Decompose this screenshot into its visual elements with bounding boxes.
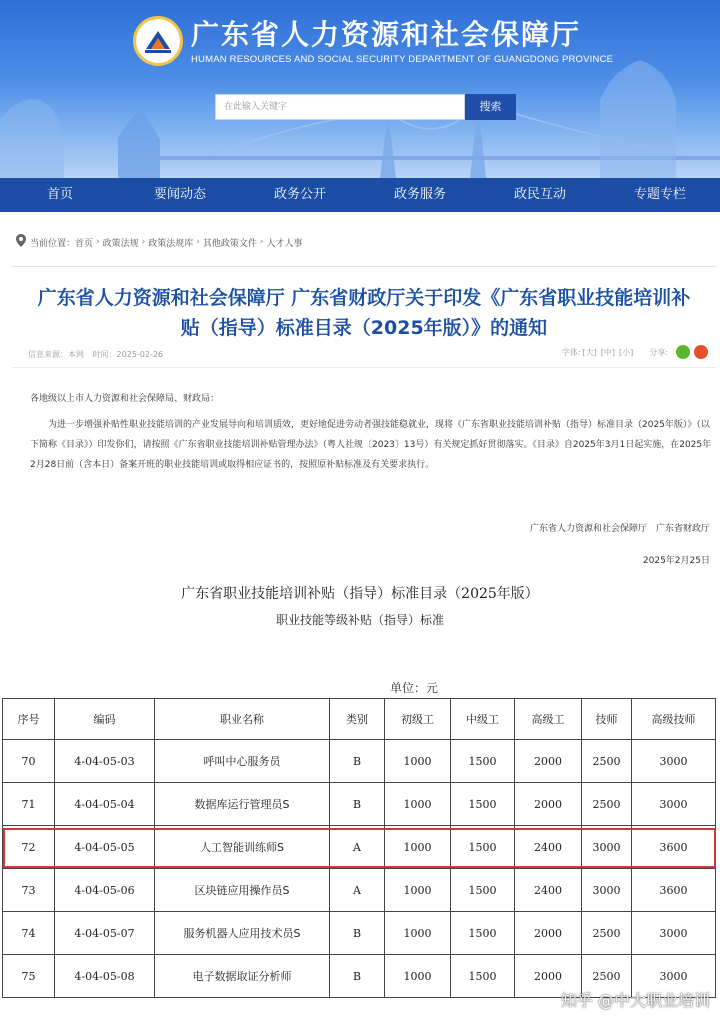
table-cell: A — [330, 869, 385, 912]
table-cell: 2500 — [582, 740, 632, 783]
header-cell: 初级工 — [385, 699, 451, 740]
weibo-share-icon[interactable] — [694, 345, 708, 359]
table-cell: 人工智能训练师S — [155, 826, 330, 869]
nav-item-interaction[interactable]: 政民互动 — [513, 187, 566, 202]
breadcrumb-label: 当前位置： — [30, 238, 76, 249]
table-cell: A — [330, 826, 385, 869]
breadcrumb-separator: › — [141, 237, 146, 247]
nav-item-gov-affairs[interactable]: 政务公开 — [273, 187, 326, 202]
font-size-large-button[interactable]: [大] — [582, 347, 597, 357]
breadcrumb-item-policy[interactable]: 政策法规 — [102, 238, 139, 249]
table-cell: B — [330, 955, 385, 998]
breadcrumb-item-talent[interactable]: 人才人事 — [266, 238, 303, 249]
table-row — [3, 869, 716, 912]
table-cell: 3000 — [582, 826, 632, 869]
breadcrumb — [16, 234, 303, 250]
table-cell: 3000 — [632, 740, 716, 783]
table-cell: 2000 — [515, 740, 582, 783]
table-cell: 2400 — [515, 869, 582, 912]
breadcrumb-item-policy-library[interactable]: 政策法规库 — [148, 238, 194, 249]
font-size-medium-button[interactable]: [中] — [600, 347, 616, 357]
table-header-row — [3, 699, 716, 740]
breadcrumb-separator: › — [259, 237, 264, 247]
font-size-label: 字体: — [561, 347, 581, 357]
header-cell: 职业名称 — [155, 699, 330, 740]
site-title: 广东省人力资源和社会保障厅 — [191, 17, 582, 51]
search-input[interactable]: 在此输入关键字 — [215, 94, 465, 120]
table-cell: 3000 — [582, 869, 632, 912]
table-cell: 2000 — [515, 783, 582, 826]
nav-item-services[interactable]: 政务服务 — [393, 187, 446, 202]
table-cell: 3600 — [632, 869, 716, 912]
header-cell: 中级工 — [451, 699, 515, 740]
article-paragraph: 为进一步增强补贴性职业技能培训的产业发展导向和培训质效，更好地促进劳动者强技能稳就业，现将《广东省职业技能培训补贴（指导）标准目录（2025年版）》（以下简称《目录》）印发你们，请按照《广东省职业技能培训补贴管理办法》（粤人社规〔2023〕13号）有关规定抓好贯彻落实。《目录》自2025年3月1日起实施，在2025年2月28日前（含本日）备案开班的职业技能培训或取得相应证书的，按照原补贴标准及有关要求执行。 — [30, 420, 712, 470]
table-row — [3, 740, 716, 783]
table-cell: 1000 — [385, 955, 451, 998]
table-cell: 2000 — [515, 912, 582, 955]
table-cell: 2000 — [515, 955, 582, 998]
nav-item-home[interactable]: 首页 — [46, 187, 73, 202]
table-cell: 4-04-05-04 — [55, 783, 155, 826]
table-cell: 3000 — [632, 783, 716, 826]
watermark-text: 知乎 @中大职业培训 — [560, 991, 710, 1010]
wechat-share-icon[interactable] — [676, 345, 690, 359]
site-header — [0, 0, 720, 178]
table-cell: 3000 — [632, 912, 716, 955]
search-button[interactable]: 搜索 — [465, 94, 516, 120]
table-cell: 1500 — [451, 869, 515, 912]
search-bar — [215, 94, 516, 120]
department-emblem-icon — [133, 16, 183, 66]
article-title: 广东省人力资源和社会保障厅 广东省财政厅关于印发《广东省职业技能培训补贴（指导）标准目录（2025年版）》的通知 — [37, 287, 691, 339]
article-meta — [28, 349, 169, 360]
table-cell: 2400 — [515, 826, 582, 869]
table-cell: 电子数据取证分析师 — [155, 955, 330, 998]
table-cell: 呼叫中心服务员 — [155, 740, 330, 783]
table-cell: 1000 — [385, 912, 451, 955]
table-cell: 1000 — [385, 826, 451, 869]
table-cell: B — [330, 740, 385, 783]
header-cell: 编码 — [55, 699, 155, 740]
article-time: 时间：2025-02-26 — [92, 350, 164, 359]
document-title: 广东省职业技能培训补贴（指导）标准目录（2025年版） — [181, 586, 539, 602]
table-cell: 3000 — [632, 955, 716, 998]
table-cell: 1500 — [451, 826, 515, 869]
table-cell: 74 — [3, 912, 55, 955]
header-cell: 序号 — [3, 699, 55, 740]
article-body — [30, 389, 714, 475]
nav-item-news[interactable]: 要闻动态 — [153, 187, 206, 202]
site-logo[interactable] — [133, 16, 613, 66]
table-cell: 2500 — [582, 783, 632, 826]
table-cell: 2500 — [582, 955, 632, 998]
article-source: 信息来源：本网 — [28, 350, 84, 359]
location-pin-icon — [16, 234, 26, 250]
unit-label: 单位：元 — [390, 681, 439, 695]
main-nav — [0, 178, 720, 212]
article-date: 2025年2月25日 — [642, 556, 710, 566]
table-cell: 3600 — [632, 826, 716, 869]
breadcrumb-item-home[interactable]: 首页 — [75, 238, 94, 249]
table-cell: 数据库运行管理员S — [155, 783, 330, 826]
table-cell: 1500 — [451, 955, 515, 998]
subsidy-table — [2, 698, 716, 998]
article-signature: 广东省人力资源和社会保障厅 广东省财政厅 — [529, 524, 710, 534]
table-cell: 72 — [3, 826, 55, 869]
table-cell: 4-04-05-03 — [55, 740, 155, 783]
table-cell: 1000 — [385, 783, 451, 826]
table-cell: 1000 — [385, 740, 451, 783]
table-cell: 4-04-05-08 — [55, 955, 155, 998]
table-cell: 70 — [3, 740, 55, 783]
table-cell: 4-04-05-05 — [55, 826, 155, 869]
table-cell: 2500 — [582, 912, 632, 955]
site-subtitle: HUMAN RESOURCES AND SOCIAL SECURITY DEPARTMENT OF GUANGDONG PROVINCE — [191, 53, 614, 65]
header-cell: 类别 — [330, 699, 385, 740]
table-cell: 75 — [3, 955, 55, 998]
article-greeting: 各地级以上市人力资源和社会保障局、财政局： — [30, 394, 220, 404]
table-cell: B — [330, 912, 385, 955]
table-cell: 区块链应用操作员S — [155, 869, 330, 912]
header-cell: 技师 — [582, 699, 632, 740]
breadcrumb-separator: › — [96, 237, 100, 247]
article-tools — [562, 345, 708, 359]
table-cell: 71 — [3, 783, 55, 826]
table-cell: 4-04-05-07 — [55, 912, 155, 955]
nav-item-topics[interactable]: 专题专栏 — [633, 187, 686, 202]
meta-divider — [12, 367, 716, 368]
table-row-highlighted — [3, 826, 716, 869]
table-cell: 1500 — [451, 912, 515, 955]
table-cell: 1500 — [451, 783, 515, 826]
header-cell: 高级工 — [515, 699, 582, 740]
share-label: 分享: — [649, 347, 668, 357]
table-cell: 1500 — [451, 740, 515, 783]
table-cell: 4-04-05-06 — [55, 869, 155, 912]
breadcrumb-separator: › — [196, 237, 200, 247]
table-cell: 服务机器人应用技术员S — [155, 912, 330, 955]
font-size-small-button[interactable]: [小] — [619, 347, 634, 357]
table-cell: 1000 — [385, 869, 451, 912]
header-cell: 高级技师 — [632, 699, 716, 740]
table-row — [3, 783, 716, 826]
article-card — [12, 266, 716, 566]
table-row — [3, 912, 716, 955]
breadcrumb-item-other-docs[interactable]: 其他政策文件 — [202, 238, 257, 249]
document-subtitle: 职业技能等级补贴（指导）标准 — [275, 613, 444, 627]
table-cell: B — [330, 783, 385, 826]
table-cell: 73 — [3, 869, 55, 912]
